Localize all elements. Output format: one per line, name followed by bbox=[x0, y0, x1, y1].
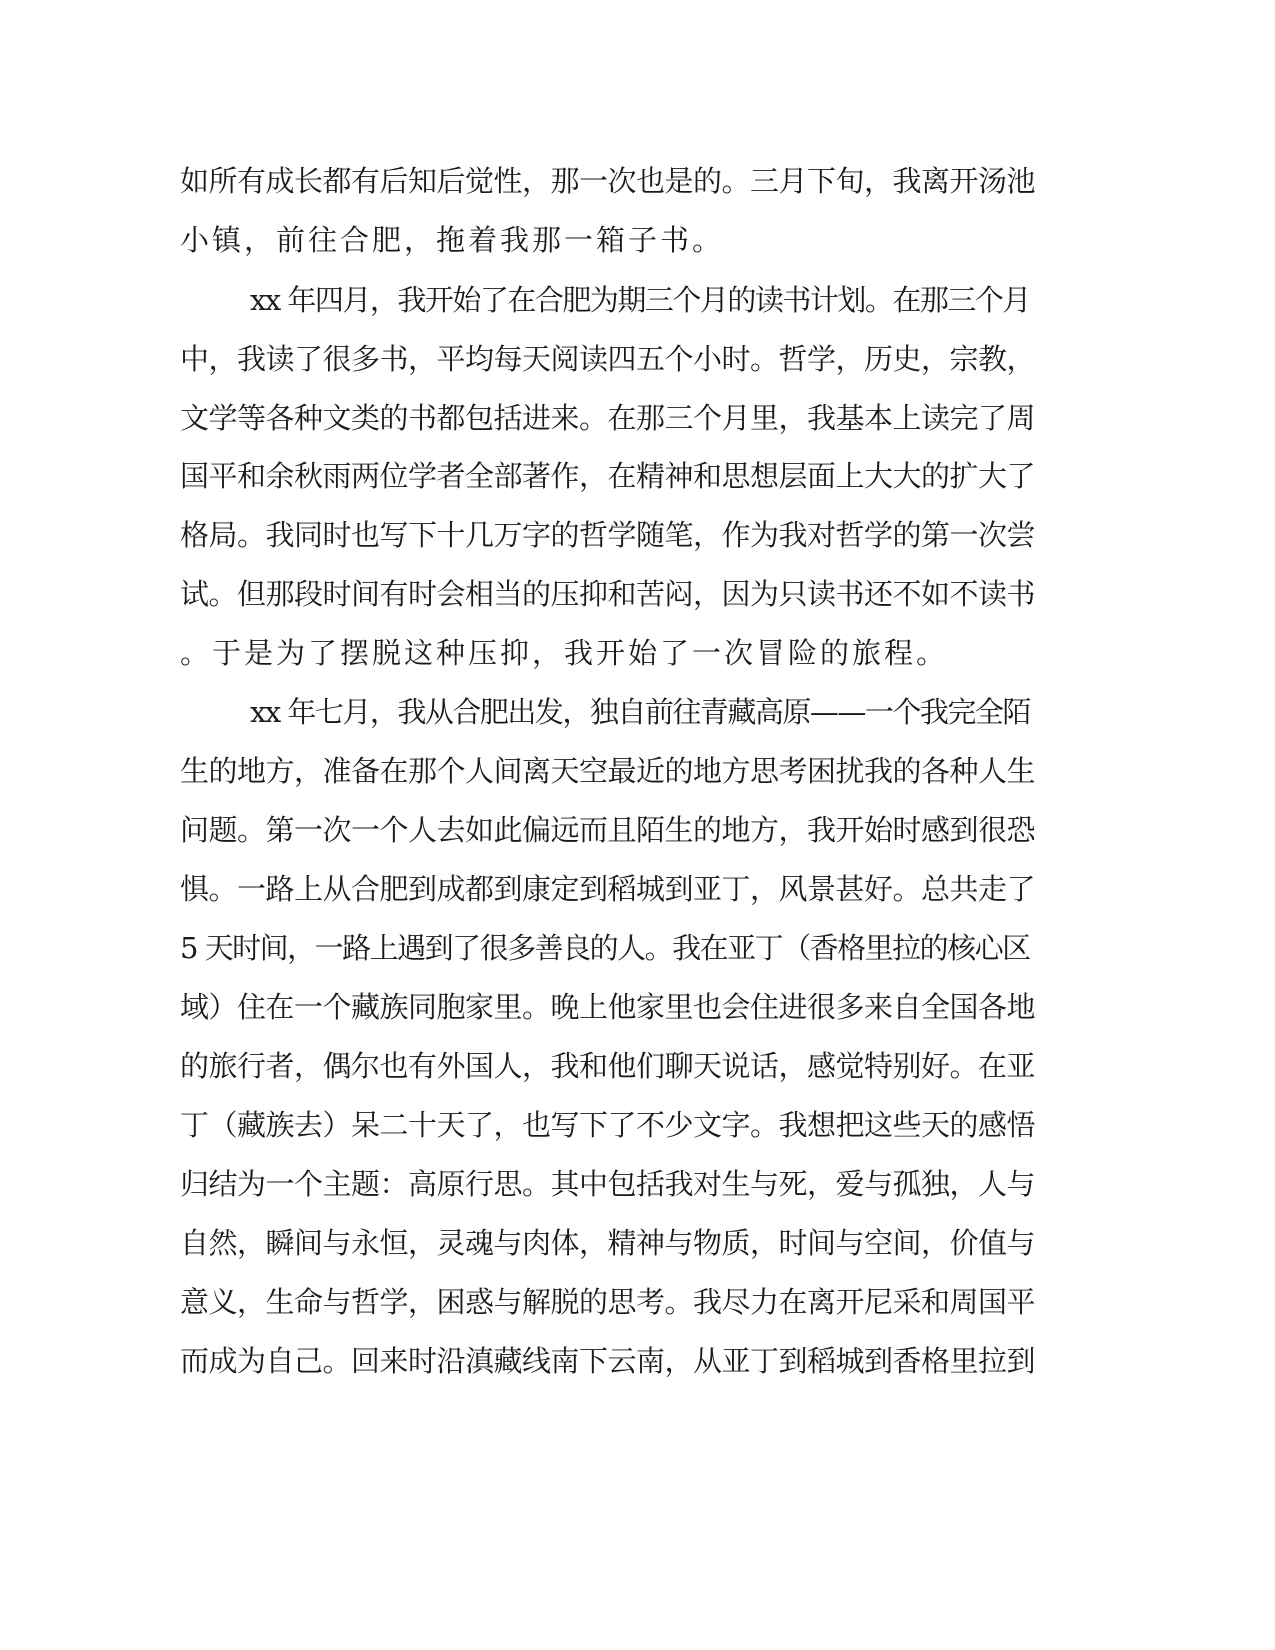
paragraph-2-line-5: 格局。我同时也写下十几万字的哲学随笔，作为我对哲学的第一次尝 bbox=[180, 518, 1036, 552]
paragraph-3-line-3: 问题。第一次一个人去如此偏远而且陌生的地方，我开始时感到很恐 bbox=[180, 813, 1036, 847]
paragraph-2-line-4: 国平和余秋雨两位学者全部著作，在精神和思想层面上大大的扩大了 bbox=[180, 459, 1036, 493]
paragraph-3-line-8: 丁（藏族去）呆二十天了，也写下了不少文字。我想把这些天的感悟 bbox=[180, 1108, 1036, 1142]
paragraph-3-line-10: 自然，瞬间与永恒，灵魂与肉体，精神与物质，时间与空间，价值与 bbox=[180, 1226, 1036, 1260]
paragraph-2-line-6: 试。但那段时间有时会相当的压抑和苦闷，因为只读书还不如不读书 bbox=[180, 577, 1036, 611]
paragraph-3-line-4: 惧。一路上从合肥到成都到康定到稻城到亚丁，风景甚好。总共走了 bbox=[180, 872, 1036, 906]
paragraph-3-line-5: 5 天时间，一路上遇到了很多善良的人。我在亚丁（香格里拉的核心区 bbox=[180, 931, 1030, 965]
paragraph-3-line-1: xx 年七月，我从合肥出发，独自前往青藏高原——一个我完全陌 bbox=[250, 695, 1030, 729]
paragraph-3-line-12: 而成为自己。回来时沿滇藏线南下云南，从亚丁到稻城到香格里拉到 bbox=[180, 1344, 1036, 1378]
paragraph-3-line-6: 域）住在一个藏族同胞家里。晚上他家里也会住进很多来自全国各地 bbox=[180, 990, 1036, 1024]
paragraph-3-line-9: 归结为一个主题：高原行思。其中包括我对生与死，爱与孤独，人与 bbox=[180, 1167, 1036, 1201]
paragraph-3-line-2: 生的地方，准备在那个人间离天空最近的地方思考困扰我的各种人生 bbox=[180, 754, 1036, 788]
paragraph-3-line-11: 意义，生命与哲学，困惑与解脱的思考。我尽力在离开尼采和周国平 bbox=[180, 1285, 1036, 1319]
paragraph-2-line-7: 。于是为了摆脱这种压抑，我开始了一次冒险的旅程。 bbox=[180, 636, 949, 670]
paragraph-2-line-3: 文学等各种文类的书都包括进来。在那三个月里，我基本上读完了周 bbox=[180, 401, 1036, 435]
paragraph-2-line-2: 中，我读了很多书，平均每天阅读四五个小时。哲学，历史，宗教， bbox=[180, 342, 1036, 376]
paragraph-3-line-7: 的旅行者，偶尔也有外国人，我和他们聊天说话，感觉特别好。在亚 bbox=[180, 1049, 1036, 1083]
paragraph-1-line-1: 如所有成长都有后知后觉性，那一次也是的。三月下旬，我离开汤池 bbox=[180, 164, 1036, 198]
paragraph-1-line-2: 小镇，前往合肥，拖着我那一箱子书。 bbox=[180, 223, 725, 257]
paragraph-2-line-1: xx 年四月，我开始了在合肥为期三个月的读书计划。在那三个月 bbox=[250, 283, 1030, 317]
